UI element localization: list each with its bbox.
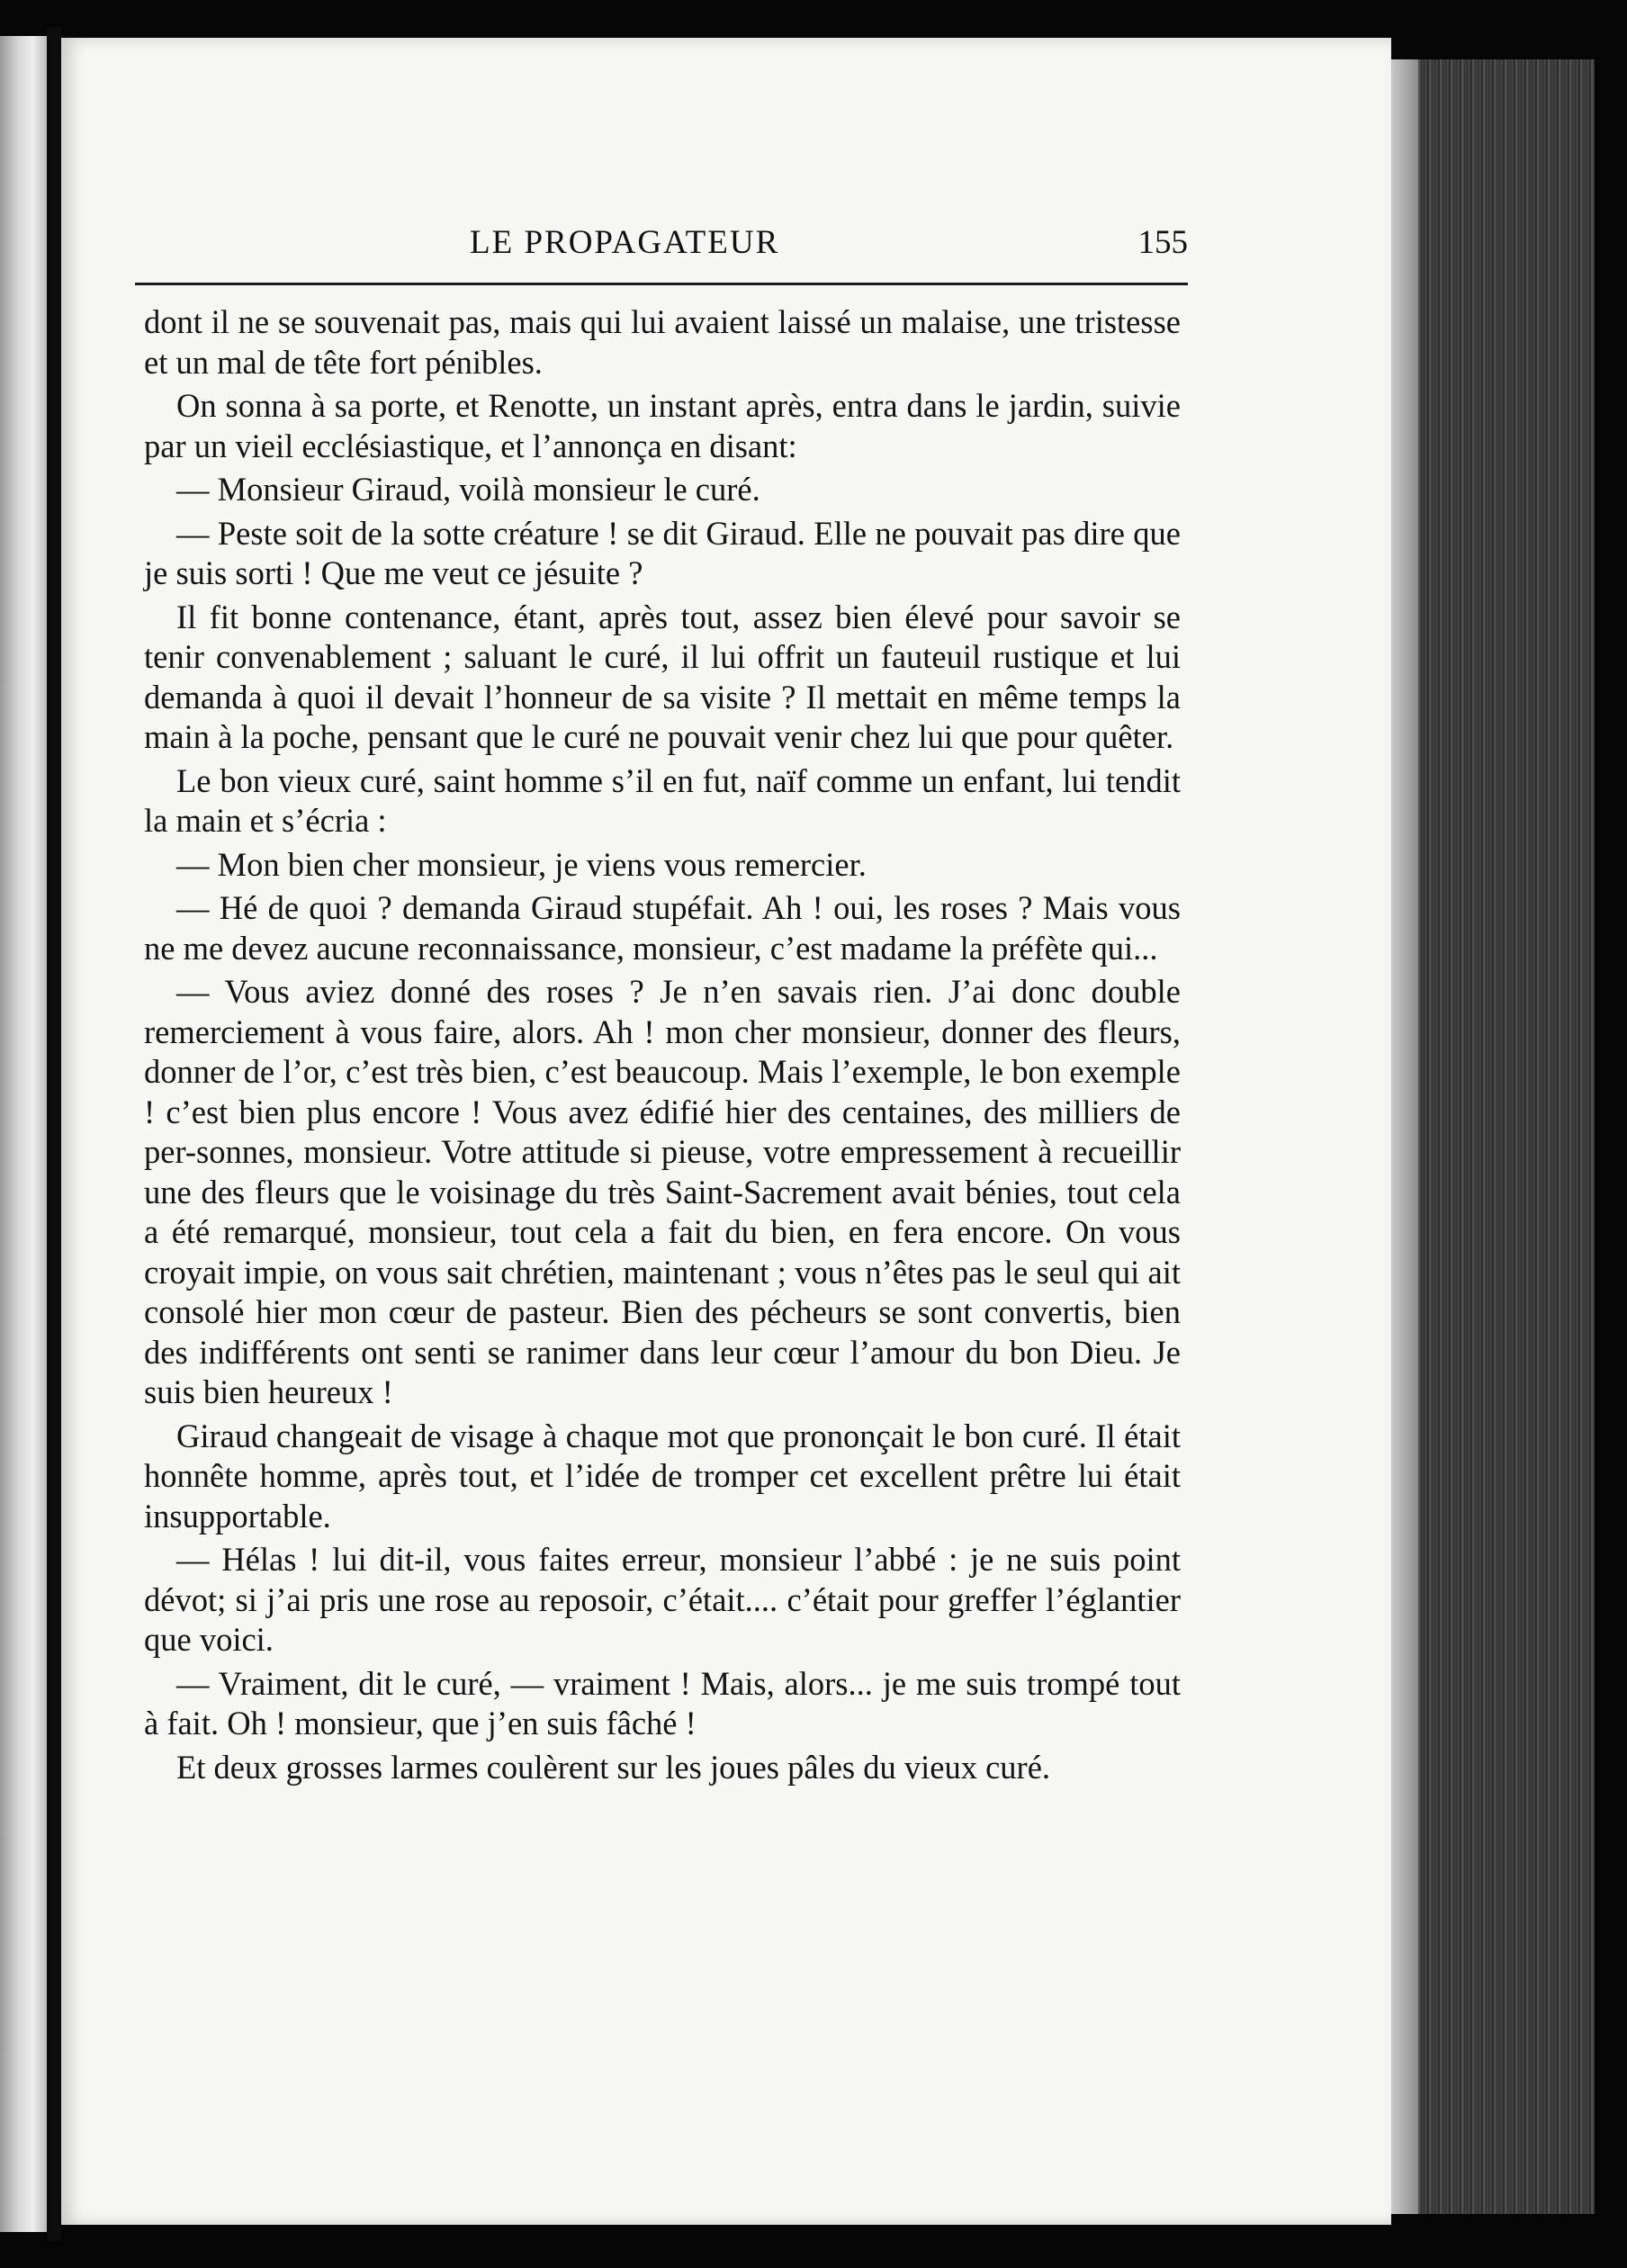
paragraph: Le bon vieux curé, saint homme s’il en fut, naïf comme un enfant, lui tendit la main et s’écria : bbox=[144, 761, 1181, 839]
paragraph: — Monsieur Giraud, voilà monsieur le curé. bbox=[176, 471, 760, 508]
page-body bbox=[144, 302, 1181, 1791]
paragraph: Giraud changeait de visage à chaque mot que prononçait le bon curé. Il était honnête homme, après tout, et l’idée de tromper cet excellent prêtre lui était insupportable. bbox=[144, 1417, 1181, 1534]
paragraph: Et deux grosses larmes coulèrent sur les joues pâles du vieux curé. bbox=[176, 1748, 1051, 1786]
paragraph: — Peste soit de la sotte créature ! se dit Giraud. Elle ne pouvait pas dire que je suis sorti ! Que me veut ce jésuite ? bbox=[144, 514, 1181, 591]
running-title: LE PROPAGATEUR bbox=[470, 224, 780, 261]
running-header bbox=[135, 223, 1188, 277]
book-gutter bbox=[47, 27, 61, 2241]
paragraph: dont il ne se souvenait pas, mais qui lui avaient laissé un malaise, une tristesse et un mal de tête fort pénibles. bbox=[144, 303, 1181, 381]
page-number: 155 bbox=[1137, 224, 1188, 261]
previous-page-edge bbox=[0, 36, 47, 2232]
paragraph: Il fit bonne contenance, étant, après tout, assez bien élevé pour savoir se tenir convenablement ; saluant le curé, il lui offrit un fauteuil rustique et lui demanda à quoi il devait l’honneur de sa visite ? Il mettait en même temps la main à la poche, pensant que le curé ne pouvait venir chez lui que pour quêter. bbox=[144, 598, 1181, 755]
paragraph: — Mon bien cher monsieur, je viens vous remercier. bbox=[176, 845, 867, 883]
paragraph: — Hé de quoi ? demanda Giraud stupéfait. Ah ! oui, les roses ? Mais vous ne me devez aucune reconnaissance, monsieur, c’est madame la préfète qui... bbox=[144, 889, 1181, 967]
paragraph: On sonna à sa porte, et Renotte, un instant après, entra dans le jardin, suivie par un vieil ecclésiastique, et l’annonça en disant: bbox=[144, 387, 1181, 464]
paragraph: — Hélas ! lui dit-il, vous faites erreur, monsieur l’abbé : je ne suis point dévot; si j’ai pris une rose au reposoir, c’était.... c’était pour greffer l’églantier que voici. bbox=[144, 1541, 1181, 1658]
paragraph: — Vraiment, dit le curé, — vraiment ! Mais, alors... je me suis trompé tout à fait. Oh ! monsieur, que j’en suis fâché ! bbox=[144, 1664, 1181, 1742]
header-rule bbox=[135, 283, 1188, 285]
paragraph: — Vous aviez donné des roses ? Je n’en savais rien. J’ai donc double remerciement à vous faire, alors. Ah ! mon cher monsieur, donner des fleurs, donner de l’or, c’est très bien, c’est beaucoup. Mais l’exemple, le bon exemple ! c’est bien plus encore ! Vous avez édifié hier des centaines, des milliers de per-sonnes, monsieur. Votre attitude si pieuse, votre empressement à recueillir une des fleurs que le voisinage du très Saint-Sacrement avait bénies, tout cela a été remarqué, monsieur, tout cela a fait du bien, en fera encore. On vous croyait impie, on vous sait chrétien, maintenant ; vous n’êtes pas le seul qui ait consolé hier mon cœur de pasteur. Bien des pécheurs se sont convertis, bien des indifférents ont senti se ranimer dans leur cœur l’amour du bon Dieu. Je suis bien heureux ! bbox=[144, 973, 1181, 1410]
page-block-edge bbox=[1391, 59, 1595, 2214]
page-block-highlight bbox=[1391, 59, 1418, 2214]
